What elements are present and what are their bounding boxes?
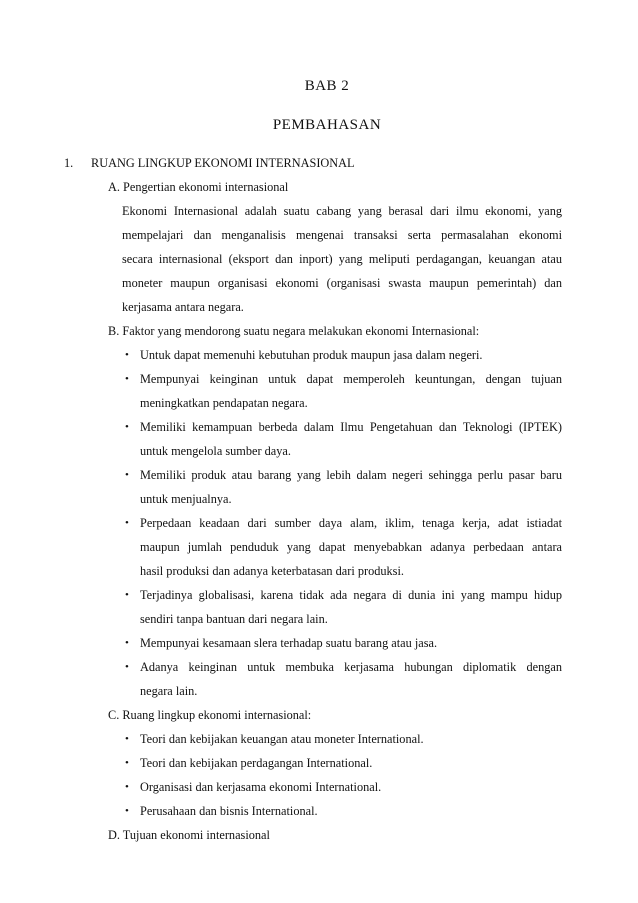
list-item: Teori dan kebijakan keuangan atau moneter International. [140, 732, 424, 746]
list-item-continuation: untuk menjualnya. [140, 492, 232, 506]
paragraph-line: Ekonomi Internasional adalah suatu cabang yang berasal dari ilmu ekonomi, yang [122, 204, 562, 218]
chapter-title: PEMBAHASAN [272, 117, 382, 133]
list-item: Terjadinya globalisasi, karena tidak ada negara di dunia ini yang mampu hidup [140, 588, 562, 602]
bullet-icon: • [125, 589, 129, 601]
list-item: Untuk dapat memenuhi kebutuhan produk maupun jasa dalam negeri. [140, 348, 483, 362]
list-item: Adanya keinginan untuk membuka kerjasama hubungan diplomatik dengan [140, 660, 562, 674]
list-item: Perpedaan keadaan dari sumber daya alam, iklim, tenaga kerja, adat istiadat [140, 516, 562, 530]
bullet-icon: • [125, 637, 129, 649]
subsection-a-label: A. Pengertian ekonomi internasional [108, 180, 289, 194]
list-item-continuation: meningkatkan pendapatan negara. [140, 396, 308, 410]
paragraph-line: kerjasama antara negara. [122, 300, 244, 314]
list-item-continuation: untuk mengelola sumber daya. [140, 444, 291, 458]
bullet-icon: • [125, 781, 129, 793]
list-item-continuation: hasil produksi dan adanya keterbatasan dari produksi. [140, 564, 404, 578]
list-item-continuation: negara lain. [140, 684, 198, 698]
bullet-icon: • [125, 733, 129, 745]
bullet-icon: • [125, 469, 129, 481]
list-item: Teori dan kebijakan perdagangan International. [140, 756, 373, 770]
list-item: Mempunyai keinginan untuk dapat memperoleh keuntungan, dengan tujuan [140, 372, 562, 386]
subsection-c-label: C. Ruang lingkup ekonomi internasional: [108, 708, 312, 722]
list-item: Organisasi dan kerjasama ekonomi International. [140, 780, 382, 794]
list-item: Mempunyai kesamaan slera terhadap suatu barang atau jasa. [140, 636, 438, 650]
list-item: Memiliki produk atau barang yang lebih dalam negeri sehingga perlu pasar baru [140, 468, 562, 482]
subsection-b-label: B. Faktor yang mendorong suatu negara melakukan ekonomi Internasional: [108, 324, 480, 338]
paragraph-line: secara internasional (eksport dan inport) yang meliputi perdagangan, keuangan atau [122, 252, 562, 266]
paragraph-line: mempelajari dan menganalisis mengenai transaksi serta permasalahan ekonomi [122, 228, 562, 242]
bullet-icon: • [125, 517, 129, 529]
bullet-icon: • [125, 421, 129, 433]
list-item-continuation: maupun jumlah penduduk yang dapat menyebabkan adanya perbedaan antara [140, 540, 562, 554]
section-title: RUANG LINGKUP EKONOMI INTERNASIONAL [91, 156, 355, 170]
subsection-d-label: D. Tujuan ekonomi internasional [108, 828, 270, 842]
bullet-icon: • [125, 757, 129, 769]
paragraph-line: moneter maupun organisasi ekonomi (organisasi swasta maupun pemerintah) dan [122, 276, 562, 290]
bullet-icon: • [125, 805, 129, 817]
list-item: Perusahaan dan bisnis International. [140, 804, 318, 818]
bullet-icon: • [125, 661, 129, 673]
bullet-icon: • [125, 349, 129, 361]
list-item: Memiliki kemampuan berbeda dalam Ilmu Pengetahuan dan Teknologi (IPTEK) [140, 420, 562, 434]
chapter-number: BAB 2 [304, 78, 350, 94]
section-number: 1. [64, 156, 74, 170]
list-item-continuation: sendiri tanpa bantuan dari negara lain. [140, 612, 328, 626]
bullet-icon: • [125, 373, 129, 385]
